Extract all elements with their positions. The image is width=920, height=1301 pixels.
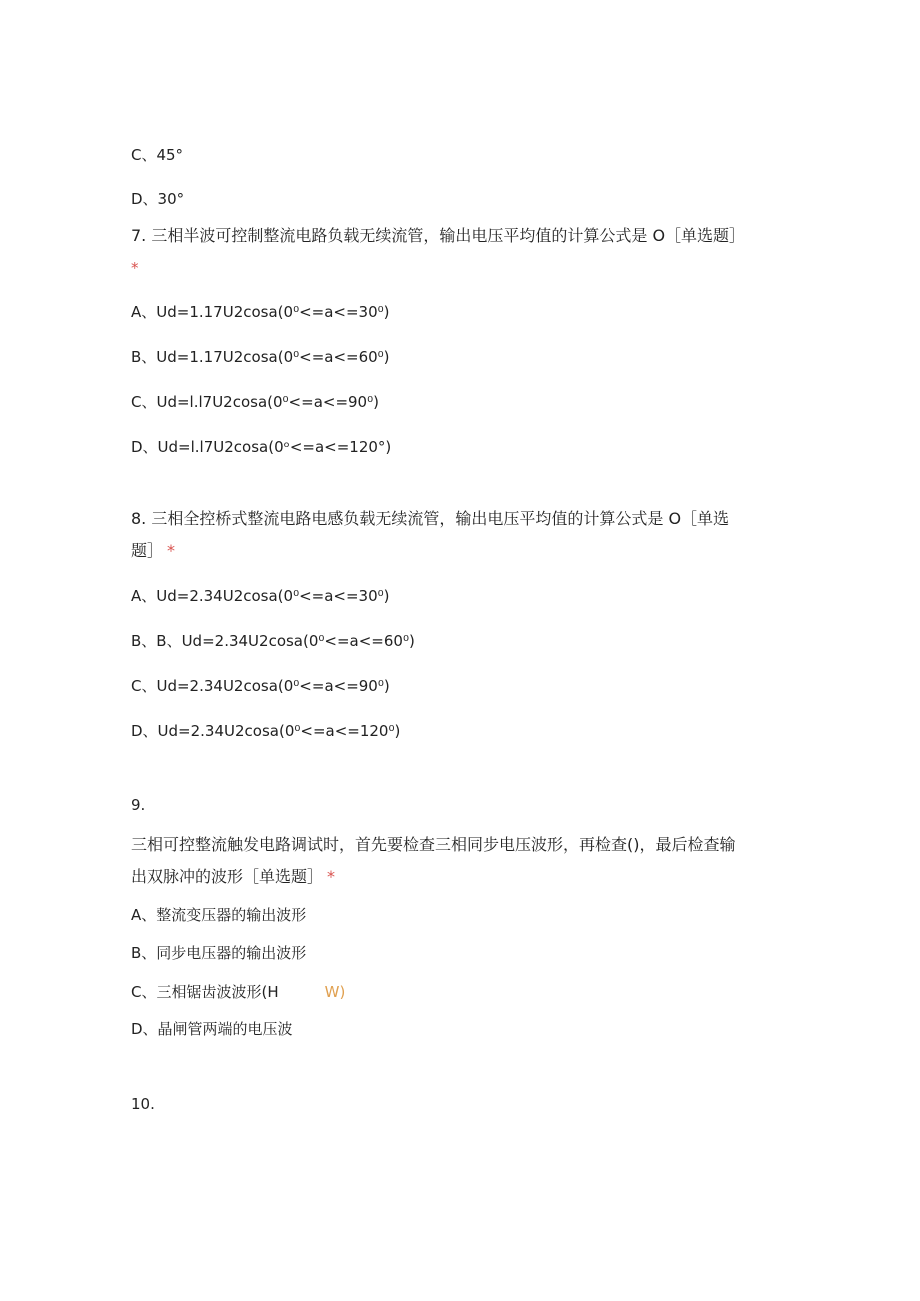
q9-option-c-suffix: W) [324, 983, 346, 1001]
q8-option-a[interactable]: A、Ud=2.34U2cosa(0⁰<=a<=30⁰) [131, 587, 390, 605]
q7-required-line [131, 258, 139, 278]
q8-option-b[interactable]: B、B、Ud=2.34U2cosa(0⁰<=a<=60⁰) [131, 632, 415, 650]
q9-title-cont [131, 867, 335, 887]
q6-option-d[interactable]: D、30° [131, 190, 185, 208]
required-star-icon: * [327, 867, 336, 886]
q9-option-a[interactable]: A、整流变压器的输出波形 [131, 906, 307, 924]
required-star-icon: * [131, 259, 139, 277]
q9-title-text: 三相可控整流触发电路调试时，首先要检查三相同步电压波形，再检查()，最后检查输 [131, 835, 736, 854]
q8-title-cont [131, 541, 175, 561]
q9-option-b[interactable]: B、同步电压器的输出波形 [131, 944, 307, 962]
q7-title [131, 226, 745, 246]
q8-option-c[interactable]: C、Ud=2.34U2cosa(0⁰<=a<=90⁰) [131, 677, 390, 695]
q8-title-text-2: 题］ [131, 541, 164, 560]
q7-option-c[interactable]: C、Ud=l.l7U2cosa(0⁰<=a<=90⁰) [131, 393, 379, 411]
q9-option-d[interactable]: D、晶闸管两端的电压波 [131, 1020, 293, 1038]
q7-option-d[interactable]: D、Ud=l.l7U2cosa(0ᵒ<=a<=120°) [131, 438, 392, 456]
q7-option-a[interactable]: A、Ud=1.17U2cosa(0⁰<=a<=30⁰) [131, 303, 390, 321]
required-star-icon: * [167, 541, 176, 560]
q8-title [131, 509, 729, 529]
q9-option-c-text: C、三相锯齿波波形(H [131, 983, 279, 1001]
q8-title-text: 8. 三相全控桥式整流电路电感负载无续流管，输出电压平均值的计算公式是 O［单选 [131, 509, 730, 528]
q7-option-b[interactable]: B、Ud=1.17U2cosa(0⁰<=a<=60⁰) [131, 348, 390, 366]
q9-title-text-2: 出双脉冲的波形［单选题］ [131, 867, 324, 886]
q8-option-d[interactable]: D、Ud=2.34U2cosa(0⁰<=a<=120⁰) [131, 722, 401, 740]
q9-title [131, 835, 736, 855]
q10-number: 10. [131, 1095, 155, 1113]
q6-option-c[interactable]: C、45° [131, 146, 184, 164]
q7-title-text: 7. 三相半波可控制整流电路负载无续流管，输出电压平均值的计算公式是 O［单选题］ [131, 226, 746, 245]
q9-number: 9. [131, 796, 146, 814]
q9-option-c[interactable] [131, 982, 345, 1002]
